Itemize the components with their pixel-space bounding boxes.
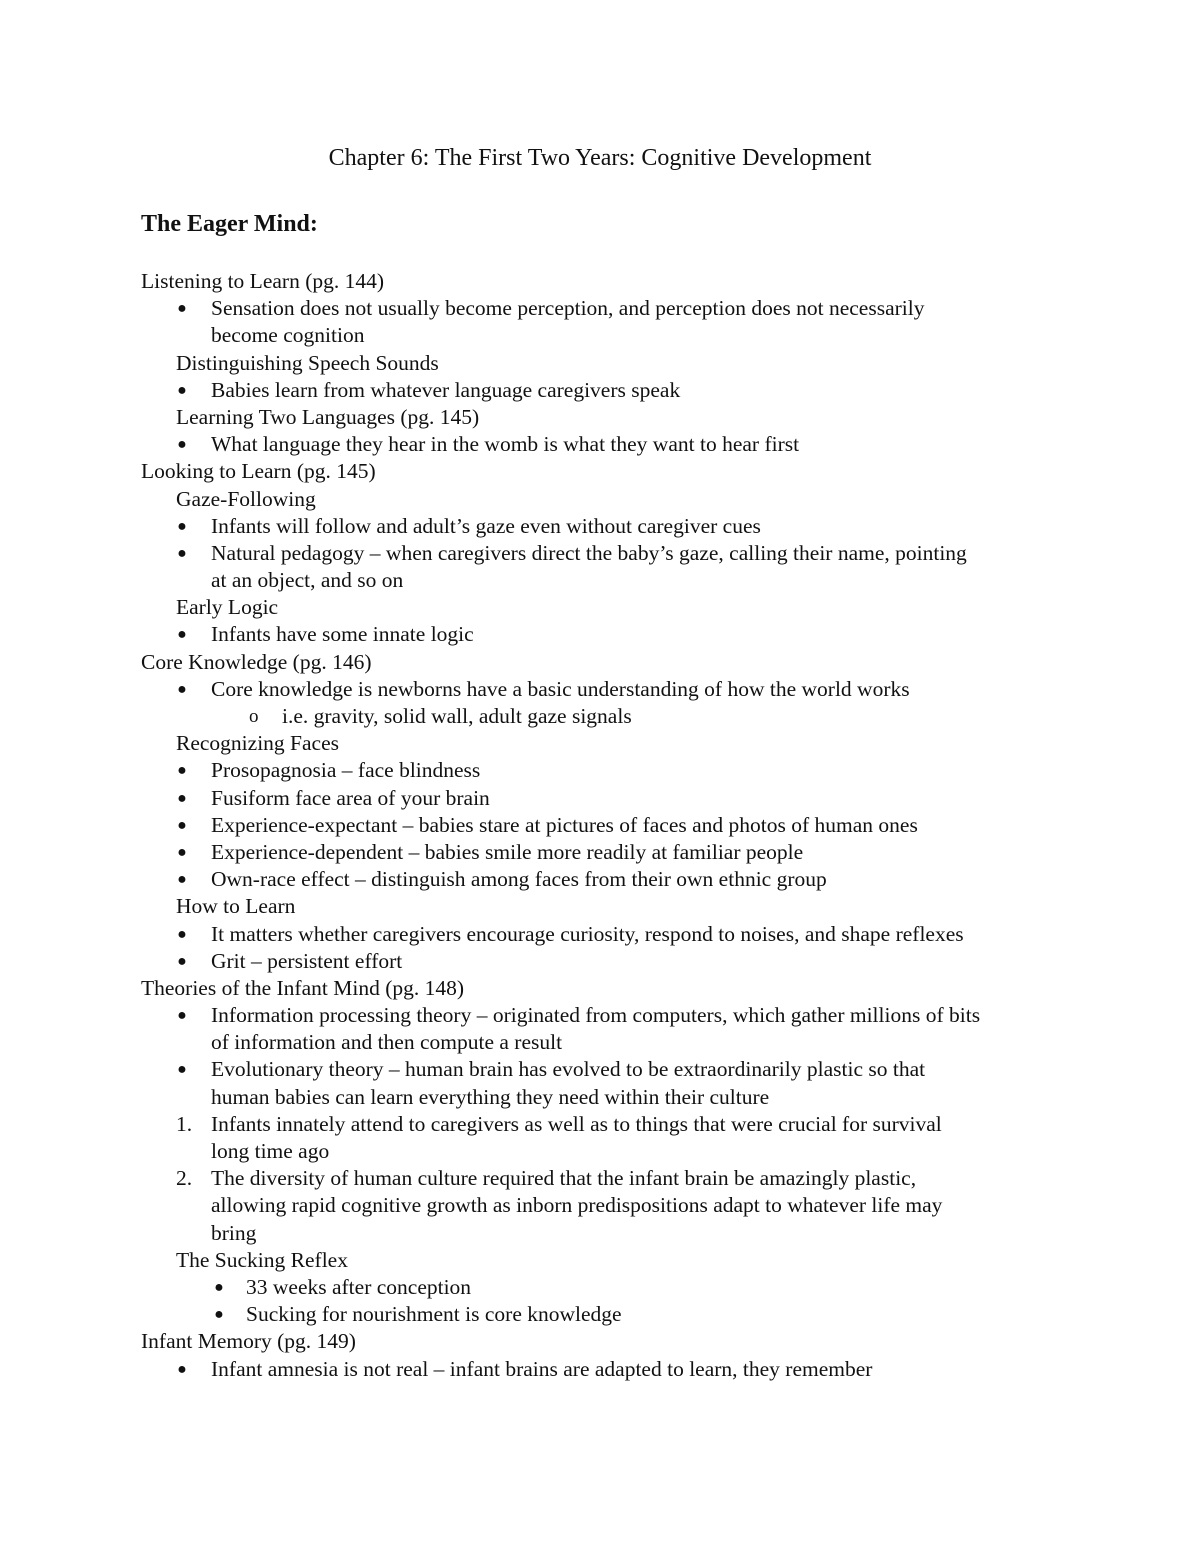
- topic-heading: [0, 268, 1200, 295]
- subtopic-heading: [0, 404, 1200, 431]
- topic-heading: [0, 1328, 1200, 1355]
- bullet-item: [0, 295, 1200, 322]
- line-text: Sensation does not usually become perception, and perception does not necessarily: [211, 296, 925, 321]
- line-text: Recognizing Faces: [176, 731, 339, 756]
- line-text: What language they hear in the womb is what they want to hear first: [211, 432, 800, 457]
- line-text: i.e. gravity, solid wall, adult gaze signals: [282, 704, 632, 728]
- item-continuation: [0, 1084, 1200, 1111]
- bullet-item: [0, 431, 1200, 458]
- subtopic-heading: [0, 486, 1200, 513]
- subtopic-heading: [0, 730, 1200, 757]
- bullet-icon: ●: [177, 544, 187, 562]
- bullet-icon: ●: [177, 381, 187, 399]
- sub-bullet-item: [0, 703, 1200, 730]
- bullet-item: [0, 921, 1200, 948]
- bullet-item: [0, 785, 1200, 812]
- line-text: Infants innately attend to caregivers as well as to things that were crucial for survival: [211, 1111, 942, 1136]
- line-text: Natural pedagogy – when caregivers direct the baby’s gaze, calling their name, pointing: [211, 540, 967, 565]
- subtopic-heading: [0, 350, 1200, 377]
- bullet-item: [0, 1002, 1200, 1029]
- line-text: Experience-expectant – babies stare at pictures of faces and photos of human ones: [211, 812, 918, 837]
- line-text: Learning Two Languages (pg. 145): [176, 404, 480, 429]
- list-number: 1.: [176, 1111, 193, 1136]
- line-text: allowing rapid cognitive growth as inborn predispositions adapt to whatever life may: [211, 1193, 943, 1218]
- line-text: Early Logic: [176, 595, 279, 620]
- line-text: become cognition: [211, 323, 365, 348]
- bullet-item: [0, 676, 1200, 703]
- line-text: It matters whether caregivers encourage curiosity, respond to noises, and shape reflexes: [211, 921, 964, 946]
- document-title: Chapter 6: The First Two Years: Cognitive Development: [328, 145, 872, 171]
- bullet-icon: ●: [177, 517, 187, 535]
- section-heading: The Eager Mind:: [141, 211, 318, 237]
- bullet-icon: ●: [177, 871, 187, 889]
- bullet-item: [0, 1301, 1200, 1328]
- line-text: Own-race effect – distinguish among faces from their own ethnic group: [211, 867, 827, 892]
- bullet-icon: ●: [177, 1360, 187, 1378]
- item-continuation: [0, 1220, 1200, 1247]
- line-text: Listening to Learn (pg. 144): [141, 269, 385, 293]
- numbered-item: [0, 1111, 1200, 1138]
- bullet-icon: ●: [177, 1007, 187, 1025]
- line-text: Infants have some innate logic: [211, 622, 474, 647]
- bullet-item: [0, 839, 1200, 866]
- line-text: of information and then compute a result: [211, 1030, 563, 1055]
- bullet-icon: ●: [177, 843, 187, 861]
- line-text: The Sucking Reflex: [176, 1247, 348, 1272]
- bullet-item: [0, 513, 1200, 540]
- line-text: 33 weeks after conception: [246, 1274, 472, 1299]
- line-text: Experience-dependent – babies smile more readily at familiar people: [211, 839, 804, 864]
- bullet-icon: ●: [177, 680, 187, 698]
- topic-heading: [0, 458, 1200, 485]
- subtopic-heading: [0, 594, 1200, 621]
- line-text: long time ago: [211, 1139, 330, 1163]
- line-text: at an object, and so on: [211, 568, 404, 593]
- line-text: human babies can learn everything they need within their culture: [211, 1084, 770, 1109]
- line-text: Gaze-Following: [176, 486, 316, 511]
- line-text: Core knowledge is newborns have a basic understanding of how the world works: [211, 676, 910, 701]
- subtopic-heading: [0, 1247, 1200, 1274]
- topic-heading: [0, 649, 1200, 676]
- item-continuation: [0, 322, 1200, 349]
- line-text: Babies learn from whatever language caregivers speak: [211, 377, 681, 402]
- bullet-icon: ●: [177, 436, 187, 454]
- bullet-item: [0, 1056, 1200, 1083]
- line-text: Infants will follow and adult’s gaze even without caregiver cues: [211, 513, 761, 538]
- bullet-icon: ●: [177, 762, 187, 780]
- bullet-icon: ●: [177, 1061, 187, 1079]
- bullet-item: [0, 1274, 1200, 1301]
- line-text: Core Knowledge (pg. 146): [141, 649, 372, 674]
- line-text: Infant Memory (pg. 149): [141, 1329, 356, 1354]
- bullet-icon: ●: [177, 300, 187, 318]
- numbered-item: [0, 1165, 1200, 1192]
- bullet-item: [0, 377, 1200, 404]
- bullet-icon: ●: [177, 626, 187, 644]
- bullet-icon: ●: [177, 816, 187, 834]
- bullet-icon: ●: [214, 1278, 224, 1296]
- bullet-item: [0, 1356, 1200, 1383]
- item-continuation: [0, 567, 1200, 594]
- bullet-item: [0, 540, 1200, 567]
- line-text: Information processing theory – originated from computers, which gather millions of bits: [211, 1003, 981, 1028]
- line-text: Infant amnesia is not real – infant brains are adapted to learn, they remember: [211, 1356, 873, 1381]
- line-text: Prosopagnosia – face blindness: [211, 758, 481, 783]
- bullet-icon: ●: [177, 952, 187, 970]
- line-text: Fusiform face area of your brain: [211, 785, 490, 810]
- line-text: Theories of the Infant Mind (pg. 148): [141, 975, 465, 1000]
- line-text: Distinguishing Speech Sounds: [176, 350, 439, 375]
- line-text: Sucking for nourishment is core knowledge: [246, 1302, 622, 1327]
- document-body: [0, 268, 1200, 1383]
- bullet-item: [0, 866, 1200, 893]
- line-text: Evolutionary theory – human brain has evolved to be extraordinarily plastic so that: [211, 1057, 926, 1082]
- subtopic-heading: [0, 893, 1200, 920]
- bullet-icon: ●: [177, 925, 187, 943]
- bullet-item: [0, 757, 1200, 784]
- topic-heading: [0, 975, 1200, 1002]
- line-text: Grit – persistent effort: [211, 948, 403, 973]
- bullet-item: [0, 812, 1200, 839]
- item-continuation: [0, 1192, 1200, 1219]
- bullet-item: [0, 621, 1200, 648]
- line-text: How to Learn: [176, 894, 296, 919]
- bullet-icon: ●: [177, 789, 187, 807]
- line-text: bring: [211, 1220, 257, 1245]
- item-continuation: [0, 1138, 1200, 1165]
- bullet-icon: ●: [214, 1306, 224, 1324]
- item-continuation: [0, 1029, 1200, 1056]
- list-number: 2.: [176, 1166, 193, 1191]
- bullet-item: [0, 948, 1200, 975]
- line-text: Looking to Learn (pg. 145): [141, 459, 376, 484]
- sub-bullet-icon: o: [249, 706, 259, 727]
- line-text: The diversity of human culture required that the infant brain be amazingly plastic,: [211, 1166, 917, 1191]
